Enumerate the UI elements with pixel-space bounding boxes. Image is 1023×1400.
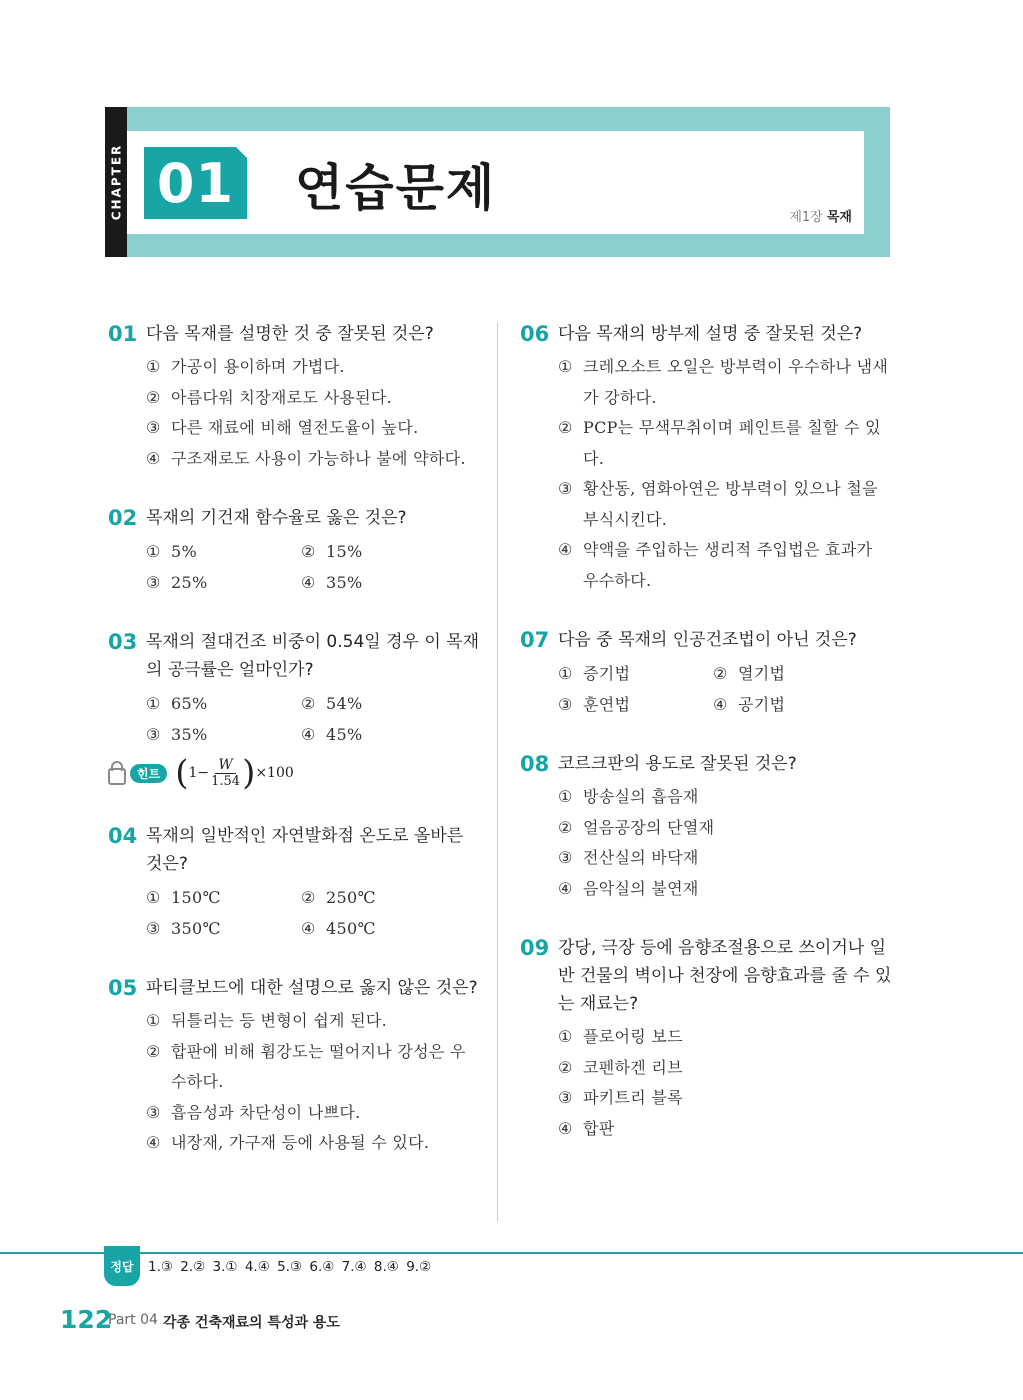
option: ② PCP는 무색무취이며 페인트를 칠할 수 있다.: [558, 418, 881, 468]
option: ③ 다른 재료에 비해 열전도율이 높다.: [146, 418, 419, 437]
option: ④ 공기법: [713, 695, 786, 714]
option: ① 뒤틀리는 등 변형이 쉽게 된다.: [146, 1011, 388, 1030]
option: ④ 내장재, 가구재 등에 사용될 수 있다.: [146, 1133, 430, 1152]
formula-one: 1: [188, 765, 198, 781]
option: ① 방송실의 흡음재: [558, 787, 699, 806]
option: ① 150℃: [146, 888, 221, 907]
option: ④ 약액을 주입하는 생리적 주입법은 효과가 우수하다.: [558, 540, 873, 590]
answer-badge: [104, 1246, 140, 1286]
question-text: 다음 목재를 설명한 것 중 잘못된 것은?: [146, 324, 434, 344]
formula-times: ×100: [255, 765, 294, 781]
option: ④ 구조재로도 사용이 가능하나 불에 약하다.: [146, 448, 466, 468]
question-number: 02: [108, 506, 138, 530]
question-text: 코르크판의 용도로 잘못된 것은?: [558, 754, 797, 774]
chapter-vertical-label: [105, 107, 127, 257]
option: ③ 훈연법: [558, 695, 631, 714]
option: ③ 황산동, 염화아연은 방부력이 있으나 철을 부식시킨다.: [558, 479, 878, 529]
question-text: 다음 중 목재의 인공건조법이 아닌 것은?: [558, 630, 857, 650]
chapter-sub-topic: 목재: [826, 210, 852, 225]
option: ③ 전산실의 바닥재: [558, 848, 699, 867]
option: ③ 파키트리 블록: [558, 1088, 683, 1107]
question-number: 03: [108, 630, 138, 654]
answer-label: 정답: [110, 1260, 134, 1274]
option: ④ 35%: [301, 573, 363, 592]
answer-key: 1.③ 2.② 3.① 4.④ 5.③ 6.④ 7.④ 8.④ 9.②: [148, 1259, 432, 1275]
option: ④ 45%: [301, 725, 363, 744]
chapter-title: 연습문제: [295, 159, 497, 217]
option: ③ 350℃: [146, 919, 221, 938]
option: ② 열기법: [713, 664, 786, 683]
question-07: [520, 626, 892, 720]
option: ① 가공이 용이하며 가볍다.: [146, 357, 345, 376]
page-number: 122: [60, 1305, 113, 1334]
question-text: 파티클보드에 대한 설명으로 옳지 않은 것은?: [146, 978, 478, 998]
option: ② 아름다워 치장재로도 사용된다.: [146, 387, 392, 407]
question-text: 다음 목재의 방부제 설명 중 잘못된 것은?: [558, 324, 863, 344]
option: ① 크레오소트 오일은 방부력이 우수하나 냄새가 강하다.: [558, 357, 889, 407]
question-text: 강당, 극장 등에 음향조절용으로 쓰이거나 일반 건물의 벽이나 천장에 음향효과를 줄 수 있는 재료는?: [558, 938, 892, 1014]
question-number: 09: [520, 936, 550, 960]
option: ① 5%: [146, 542, 197, 561]
option: ④ 합판: [558, 1118, 615, 1138]
question-08: [520, 750, 892, 904]
option: ③ 흡음성과 차단성이 나쁘다.: [146, 1102, 361, 1122]
option: ② 15%: [301, 542, 363, 561]
formula-fraction: [211, 757, 240, 790]
option: ② 합판에 비해 휨강도는 떨어지나 강성은 우수하다.: [146, 1041, 466, 1091]
chapter-number-fold: [236, 147, 247, 158]
question-05: [108, 974, 480, 1159]
footer-rule: [0, 1252, 1023, 1254]
question-number: 06: [520, 322, 550, 346]
option: ④ 450℃: [301, 919, 376, 938]
option: ② 얼음공장의 단열재: [558, 817, 715, 837]
question-09: [520, 934, 892, 1144]
part-title: 각종 건축재료의 특성과 용도: [163, 1315, 340, 1331]
option: ① 플로어링 보드: [558, 1027, 683, 1046]
option: ① 증기법: [558, 664, 631, 683]
question-number: 04: [108, 824, 138, 848]
question-number: 08: [520, 752, 550, 776]
option: ① 65%: [146, 694, 208, 713]
question-number: 05: [108, 976, 138, 1000]
option: ② 250℃: [301, 888, 376, 907]
question-04: [108, 822, 480, 944]
option: ③ 25%: [146, 573, 208, 592]
option: ② 54%: [301, 694, 363, 713]
formula-denominator: 1.54: [211, 773, 241, 789]
question-text: 목재의 기건재 함수율로 옳은 것은?: [146, 508, 407, 528]
question-03: [108, 628, 480, 750]
hint: [108, 753, 480, 793]
question-number: 07: [520, 628, 550, 652]
hint-formula: ( 1 − $\frac{W}{1.54}$ ) ×100: [175, 753, 294, 793]
chapter-subtitle: [789, 206, 852, 225]
chapter-sub-prefix: 제1장: [789, 210, 823, 225]
lock-icon: [108, 768, 126, 785]
formula-minus: −: [197, 765, 210, 781]
option: ④ 음악실의 불연재: [558, 878, 699, 898]
column-divider: [497, 322, 498, 1222]
question-01: [108, 320, 480, 474]
left-column: [108, 320, 480, 1189]
question-06: [520, 320, 892, 596]
question-text: 목재의 절대건조 비중이 0.54일 경우 이 목재의 공극률은 얼마인가?: [146, 632, 480, 680]
question-text: 목재의 일반적인 자연발화점 온도로 올바른 것은?: [146, 826, 464, 874]
chapter-word: CHAPTER: [109, 143, 123, 221]
part-label: Part 04: [108, 1312, 158, 1328]
hint-badge: 힌트: [130, 764, 167, 783]
question-02: [108, 504, 480, 598]
chapter-number: 01: [144, 147, 247, 219]
right-column: [520, 320, 892, 1174]
formula-numerator: W: [215, 757, 235, 774]
option: ③ 35%: [146, 725, 208, 744]
question-number: 01: [108, 322, 138, 346]
option: ② 코펜하겐 리브: [558, 1057, 683, 1077]
